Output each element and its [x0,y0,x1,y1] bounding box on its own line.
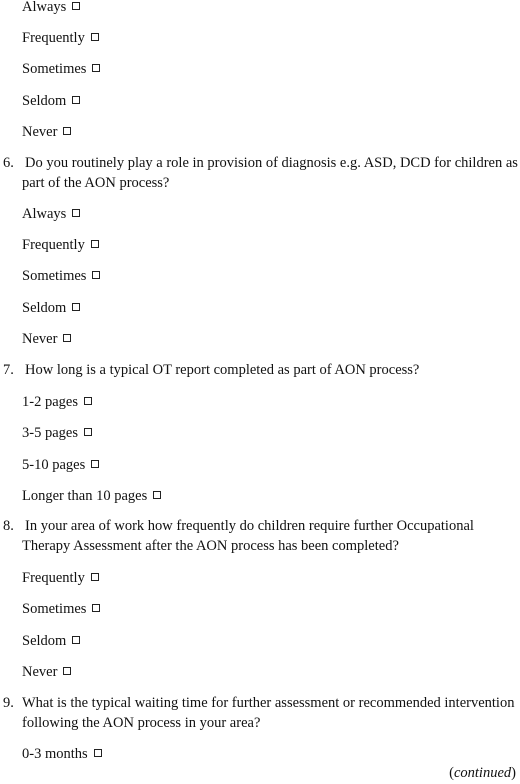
option-5-10-pages [22,456,99,474]
option-label: Longer than 10 pages [22,488,148,504]
option-label: Never [22,664,58,680]
question-text: How long is a typical OT report completed as part of AON process? [25,362,420,378]
checkbox[interactable] [63,127,71,135]
question-text: part of the AON process? [22,175,170,191]
continued-text: continued [453,765,512,781]
option-label: Sometimes [22,61,87,77]
question-number: 7. [3,362,14,378]
option-seldom [22,299,80,317]
option-3-5-pages [22,424,92,442]
checkbox[interactable] [92,64,100,72]
option-seldom [22,632,80,650]
checkbox[interactable] [91,460,99,468]
option-never [22,663,71,681]
checkbox[interactable] [84,428,92,436]
checkbox[interactable] [91,33,99,41]
option-label: Sometimes [22,268,87,284]
option-frequently [22,29,99,47]
continued-note [449,764,516,782]
question-text: What is the typical waiting time for further assessment or recommended intervention [22,695,515,711]
option-label: 0-3 months [22,746,88,762]
question-text: In your area of work how frequently do children require further Occupational [25,518,474,534]
option-sometimes [22,600,100,618]
checkbox[interactable] [72,2,80,10]
option-label: Never [22,331,58,347]
checkbox[interactable] [63,334,71,342]
option-label: Sometimes [22,601,87,617]
option-frequently [22,236,99,254]
option-seldom [22,92,80,110]
option-never [22,330,71,348]
option-label: Always [22,0,67,15]
question-text: following the AON process in your area? [22,715,261,731]
checkbox[interactable] [92,604,100,612]
question-text: Do you routinely play a role in provision of diagnosis e.g. ASD, DCD for children as [25,155,518,171]
paren-open: ( [449,765,454,781]
option-frequently [22,569,99,587]
option-sometimes [22,60,100,78]
option-label: 1-2 pages [22,394,78,410]
option-label: Always [22,206,67,222]
checkbox[interactable] [72,96,80,104]
option-sometimes [22,267,100,285]
question-number: 6. [3,155,14,171]
option-label: Seldom [22,633,67,649]
option-label: Seldom [22,300,67,316]
option-label: 3-5 pages [22,425,78,441]
question-number: 8. [3,518,14,534]
checkbox[interactable] [84,397,92,405]
checkbox[interactable] [94,749,102,757]
checkbox[interactable] [63,667,71,675]
option-label: Frequently [22,30,85,46]
checkbox[interactable] [72,209,80,217]
checkbox[interactable] [92,271,100,279]
checkbox[interactable] [91,240,99,248]
option-label: Frequently [22,237,85,253]
checkbox[interactable] [72,303,80,311]
option-label: 5-10 pages [22,457,86,473]
option-label: Never [22,124,58,140]
option-never [22,123,71,141]
checkbox[interactable] [91,573,99,581]
option-label: Seldom [22,93,67,109]
option-1-2-pages [22,393,92,411]
checkbox[interactable] [72,636,80,644]
option-always [22,0,80,16]
option-label: Frequently [22,570,85,586]
option-0-3-months [22,745,102,763]
checkbox[interactable] [153,491,161,499]
paren-close: ) [511,765,516,781]
option-longer-than-10-pages [22,487,161,505]
question-number: 9. [3,695,14,711]
option-always [22,205,80,223]
question-text: Therapy Assessment after the AON process has been completed? [22,538,399,554]
